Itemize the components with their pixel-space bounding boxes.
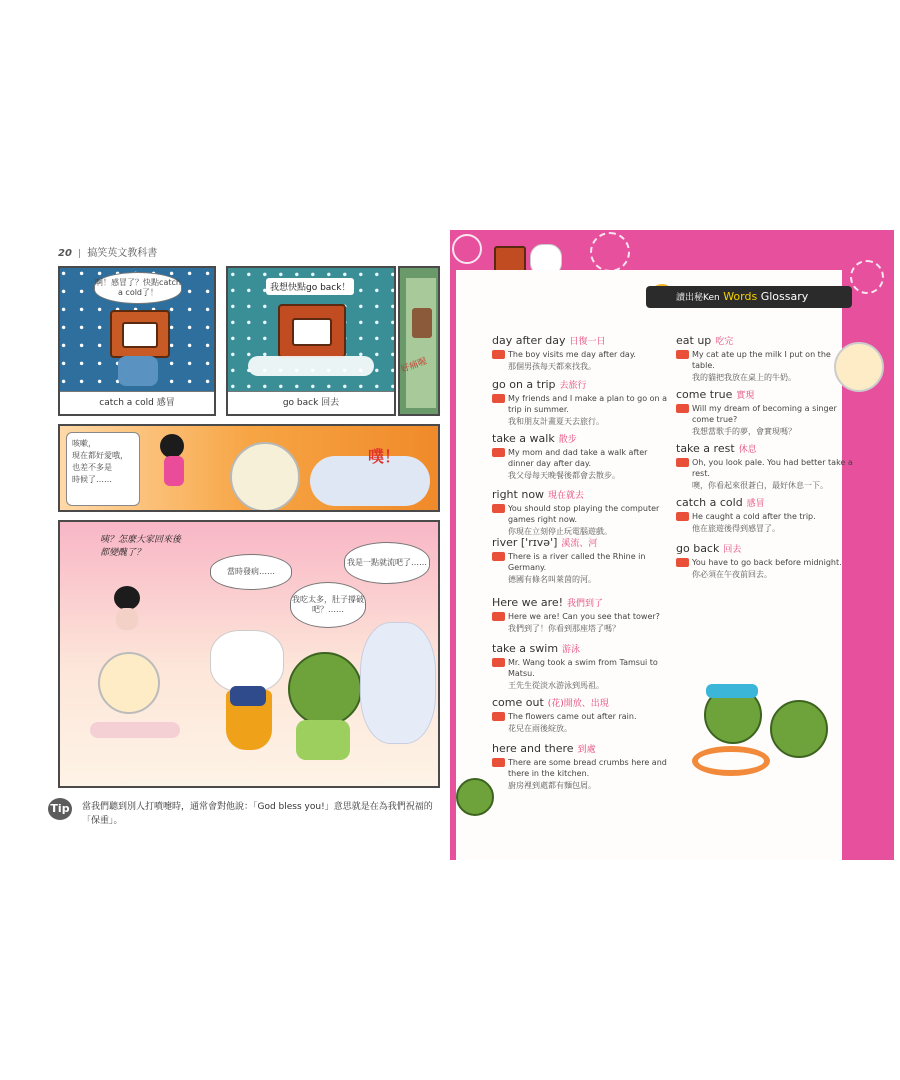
example-text: My mom and dad take a walk after dinner day after day. <box>508 448 648 468</box>
example-tag-icon <box>676 458 689 467</box>
example-text: You should stop playing the computer games right now. <box>508 504 660 524</box>
term-text: come out <box>492 696 544 709</box>
term-chinese: 溪流、河 <box>561 539 598 549</box>
example-tag-icon <box>492 504 505 513</box>
example-translation: 花兒在雨後綻放。 <box>508 724 572 733</box>
example-text: Mr. Wang took a swim from Tamsui to Matsu. <box>508 658 658 678</box>
page-header <box>58 244 157 259</box>
term-chinese: 休息 <box>738 445 757 455</box>
term-text: go on a trip <box>492 378 556 391</box>
example-text: The flowers came out after rain. <box>508 712 637 721</box>
glossary-entry <box>676 334 856 383</box>
example-text: My cat ate up the milk I put on the table. <box>692 350 831 370</box>
example-text: The boy visits me day after day. <box>508 350 636 359</box>
cloud-character-2 <box>360 622 436 744</box>
book-title: 搞笑英文教科書 <box>87 248 158 259</box>
glossary-entry <box>492 536 672 585</box>
term-text: take a swim <box>492 642 559 655</box>
example-sentence <box>492 757 672 779</box>
example-text: Will my dream of becoming a singer come true? <box>692 404 837 424</box>
example-tag-icon <box>492 394 505 403</box>
glossary-entry <box>492 488 672 537</box>
green-mascot <box>456 778 494 816</box>
term-text: catch a cold <box>676 496 743 509</box>
example-translation: 我的貓把我放在桌上的牛奶。 <box>692 373 796 382</box>
speech-text: 我想快點go back！ <box>266 278 354 295</box>
example-translation: 德國有條名叫萊茵的河。 <box>508 575 596 584</box>
example-tag-icon <box>676 558 689 567</box>
comic-panel-5 <box>58 520 440 788</box>
panel-caption: go back 回去 <box>228 391 394 414</box>
term-chinese: 我們到了 <box>567 599 604 609</box>
bubble-character <box>230 442 300 512</box>
example-sentence <box>492 393 672 415</box>
glossary-entry <box>492 696 672 734</box>
example-translation: 王先生從淡水游泳到馬祖。 <box>508 681 604 690</box>
tip-text: 當我們聽到別人打噴嚏時，通常會對他說：「God bless you!」意思就是在為我們祝福的「保重」。 <box>82 802 433 826</box>
example-translation: 他在旅遊後得到感冒了。 <box>692 524 780 533</box>
sun-icon <box>850 260 884 294</box>
term-chinese: 游泳 <box>562 645 581 655</box>
glossary-term <box>492 596 672 609</box>
example-sentence <box>492 503 672 525</box>
example-sentence <box>676 557 856 568</box>
spiral-icon <box>452 234 482 264</box>
example-translation: 我和朋友計畫夏天去旅行。 <box>508 417 604 426</box>
title-prefix: 讀出秘Ken <box>676 293 720 303</box>
example-sentence <box>676 349 856 371</box>
glossary-term <box>492 742 672 755</box>
example-translation: 我們到了！你看到那座塔了嗎？ <box>508 624 620 633</box>
example-tag-icon <box>492 612 505 621</box>
tip-icon: Tip <box>48 798 72 820</box>
speech-bubble-a: 當時發病…… <box>210 554 292 590</box>
speech-bubble-b: 我吃太多，肚子撐破吧？…… <box>290 582 366 628</box>
glossary-term <box>492 378 672 391</box>
glossary-entry <box>492 742 672 791</box>
term-chinese: 感冒 <box>746 499 765 509</box>
glossary-entry <box>492 432 672 481</box>
example-sentence <box>492 611 672 622</box>
example-tag-icon <box>492 712 505 721</box>
example-sentence <box>492 447 672 469</box>
example-sentence <box>676 403 856 425</box>
glossary-term <box>492 642 672 655</box>
comic-panel-4 <box>58 424 440 512</box>
example-sentence <box>676 511 856 522</box>
glossary-term <box>676 388 856 401</box>
term-chinese: (花)開放、出現 <box>547 699 609 709</box>
glossary-entry <box>676 442 856 491</box>
comic-panel-2 <box>226 266 396 416</box>
speech-bubble-c: 我是一點就流吧了…… <box>344 542 430 584</box>
term-text: take a rest <box>676 442 735 455</box>
glossary-term <box>492 432 672 445</box>
sun-icon <box>590 232 630 272</box>
example-translation: 那個男孩每天都來找我。 <box>508 362 596 371</box>
term-text: go back <box>676 542 720 555</box>
comic-panel-3 <box>398 266 440 416</box>
left-page <box>14 230 440 860</box>
example-translation: 你現在立刻停止玩電腦遊戲。 <box>508 527 612 536</box>
green-character <box>288 652 362 726</box>
right-page <box>450 230 894 860</box>
term-chinese: 現在就去 <box>548 491 585 501</box>
glossary-term <box>492 696 672 709</box>
term-text: come true <box>676 388 733 401</box>
glossary-entry <box>492 378 672 427</box>
sfx-text: 噗！ <box>368 447 401 466</box>
example-tag-icon <box>492 658 505 667</box>
example-tag-icon <box>676 404 689 413</box>
glossary-title <box>646 286 852 308</box>
term-text: day after day <box>492 334 566 347</box>
glossary-term <box>492 536 672 549</box>
bubble-character <box>98 652 160 714</box>
glossary-term <box>676 334 856 347</box>
glossary-term <box>676 542 856 555</box>
example-text: Here we are! Can you see that tower? <box>508 612 660 621</box>
example-sentence <box>676 457 856 479</box>
glossary-term <box>492 334 672 347</box>
example-tag-icon <box>492 552 505 561</box>
glossary-entry <box>676 496 856 534</box>
example-text: Oh, you look pale. You had better take a rest. <box>692 458 853 478</box>
example-sentence <box>492 657 672 679</box>
term-chinese: 實現 <box>736 391 755 401</box>
speech-main: 咦？怎麼大家回來後都變醜了？ <box>100 535 182 558</box>
panel-caption: catch a cold 感冒 <box>60 391 214 414</box>
speech-bubble: 啊！感冒了？快點catch a cold了！ <box>94 272 182 304</box>
glossary-term <box>492 488 672 501</box>
term-chinese: 散步 <box>558 435 577 445</box>
glossary-term <box>676 442 856 455</box>
example-tag-icon <box>676 512 689 521</box>
example-text: There is a river called the Rhine in Germany. <box>508 552 646 572</box>
cloud-character <box>210 630 284 692</box>
example-text: You have to go back before midnight. <box>692 558 842 567</box>
example-tag-icon <box>676 350 689 359</box>
example-tag-icon <box>492 350 505 359</box>
narration-text: 咳嗽， 現在都好愛哦， 也差不多是 時候了…… <box>72 439 128 484</box>
term-chinese: 到處 <box>577 745 596 755</box>
page-number: 20 <box>58 248 72 259</box>
glossary-term <box>676 496 856 509</box>
girl-character <box>114 586 140 610</box>
term-text: take a walk <box>492 432 555 445</box>
bubble-mascot <box>834 342 884 392</box>
example-tag-icon <box>492 448 505 457</box>
girl-character <box>160 434 184 458</box>
term-text: river ['rɪvə'] <box>492 536 558 549</box>
term-chinese: 回去 <box>723 545 742 555</box>
glossary-entry <box>676 388 856 437</box>
comic-panel-1 <box>58 266 216 416</box>
title-words: Words <box>723 290 758 303</box>
term-chinese: 日復一日 <box>569 337 606 347</box>
example-translation: 噢，你看起來很蒼白，最好休息一下。 <box>692 481 828 490</box>
green-twins-mascot-2 <box>770 700 828 758</box>
example-translation: 我父母每天晚餐後都會去散步。 <box>508 471 620 480</box>
term-text: right now <box>492 488 545 501</box>
glossary-entry <box>492 334 672 372</box>
term-text: here and there <box>492 742 574 755</box>
example-text: He caught a cold after the trip. <box>692 512 816 521</box>
example-text: There are some bread crumbs here and there in the kitchen. <box>508 758 667 778</box>
term-chinese: 去旅行 <box>559 381 587 391</box>
example-translation: 你必須在午夜前回去。 <box>692 570 772 579</box>
example-sentence <box>492 551 672 573</box>
example-text: My friends and I make a plan to go on a trip in summer. <box>508 394 668 414</box>
example-sentence <box>492 711 672 722</box>
example-translation: 我想當歌手的夢，會實現嗎？ <box>692 427 796 436</box>
example-translation: 廚房裡到處都有麵包屑。 <box>508 781 596 790</box>
term-chinese: 吃完 <box>715 337 734 347</box>
glossary-entry <box>676 542 856 580</box>
sfx-text: 好痛喔 <box>399 356 429 376</box>
title-glossary: Glossary <box>760 290 809 303</box>
example-tag-icon <box>492 758 505 767</box>
glossary-entry <box>492 596 672 634</box>
term-text: Here we are! <box>492 596 564 609</box>
example-sentence <box>492 349 672 360</box>
glossary-entry <box>492 642 672 691</box>
tip-note <box>48 798 438 838</box>
term-text: eat up <box>676 334 712 347</box>
